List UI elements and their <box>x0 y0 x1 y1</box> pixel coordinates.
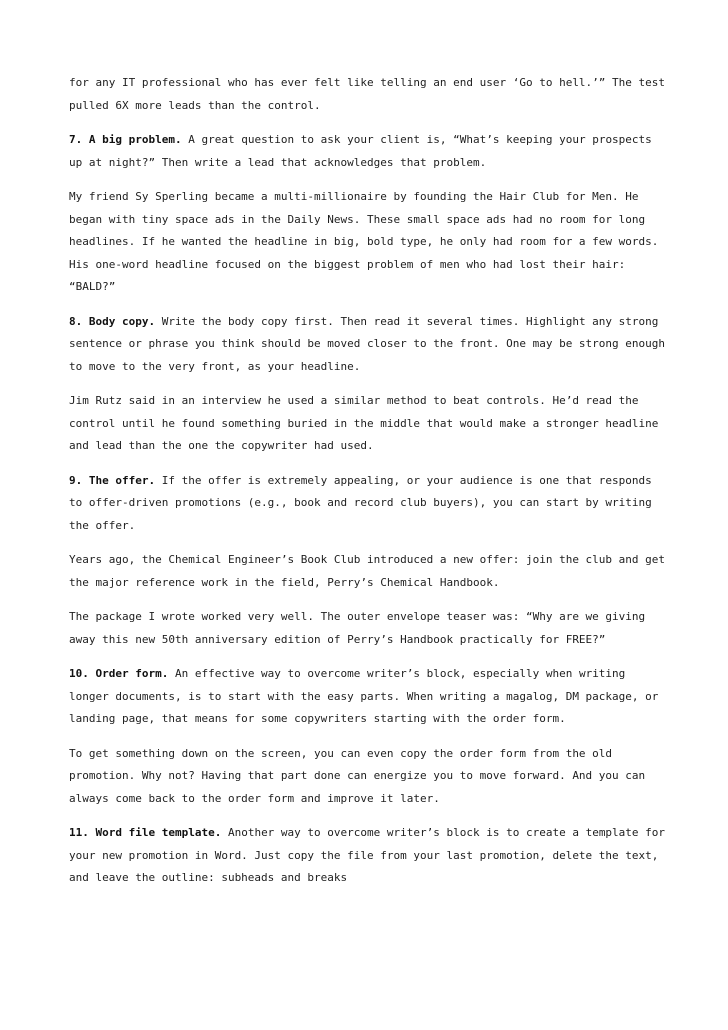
paragraph <box>69 470 669 538</box>
paragraph-text: Jim Rutz said in an interview he used a similar method to beat controls. He’d read the control until he found something buried in the middle that would make a stronger headline and lead than the one the copywriter had used. <box>69 394 659 452</box>
paragraph-text: Another way to overcome writer’s block is to create a template for your new promotion in Word. Just copy the file from your last promotion, delete the text, and leave the outline: subheads and breaks <box>69 826 666 884</box>
section-heading: 11. Word file template. <box>69 826 222 839</box>
document-page <box>69 72 669 902</box>
paragraph <box>69 606 669 651</box>
paragraph-text: An effective way to overcome writer’s block, especially when writing longer documents, is to start with the easy parts. When writing a magalog, DM package, or landing page, that means for some copywriters starting with the order form. <box>69 667 659 725</box>
section-heading: 9. The offer. <box>69 473 156 487</box>
paragraph <box>69 663 669 731</box>
paragraph-text: A great question to ask your client is, “What’s keeping your prospects up at night?” Then write a lead that acknowledges that problem. <box>69 133 652 169</box>
paragraph <box>69 311 669 379</box>
paragraph <box>69 743 669 811</box>
paragraph <box>69 129 669 174</box>
paragraph-text: To get something down on the screen, you can even copy the order form from the old promotion. Why not? Having that part done can energize you to move forward. And you can always come back to the order form and improve it later. <box>69 746 646 805</box>
paragraph-text: Years ago, the Chemical Engineer’s Book Club introduced a new offer: join the club and get the major reference work in the field, Perry’s Chemical Handbook. <box>69 553 666 589</box>
paragraph-text: Write the body copy first. Then read it several times. Highlight any strong sentence or phrase you think should be moved closer to the front. One may be strong enough to move to the very front, as your headline. <box>69 314 666 373</box>
paragraph-text: My friend Sy Sperling became a multi-millionaire by founding the Hair Club for Men. He began with tiny space ads in the Daily News. These small space ads had no room for long headlines. If he wanted the headline in big, bold type, he only had room for a few words. His one-word headline focused on the biggest problem of men who had lost their hair: “BALD?” <box>69 190 659 293</box>
section-heading: 8. Body copy. <box>69 314 156 328</box>
paragraph <box>69 822 669 890</box>
section-heading: 7. A big problem. <box>69 133 182 146</box>
paragraph-text: for any IT professional who has ever felt like telling an end user ‘Go to hell.’” The test pulled 6X more leads than the control. <box>69 76 666 112</box>
paragraph <box>69 549 669 594</box>
paragraph <box>69 72 669 117</box>
section-heading: 10. Order form. <box>69 667 169 680</box>
paragraph <box>69 390 669 458</box>
paragraph-text: If the offer is extremely appealing, or your audience is one that responds to offer-driven promotions (e.g., book and record club buyers), you can start by writing the offer. <box>69 473 652 532</box>
paragraph-text: The package I wrote worked very well. The outer envelope teaser was: “Why are we giving away this new 50th anniversary edition of Perry’s Handbook practically for FREE?” <box>69 610 646 646</box>
paragraph <box>69 186 669 299</box>
